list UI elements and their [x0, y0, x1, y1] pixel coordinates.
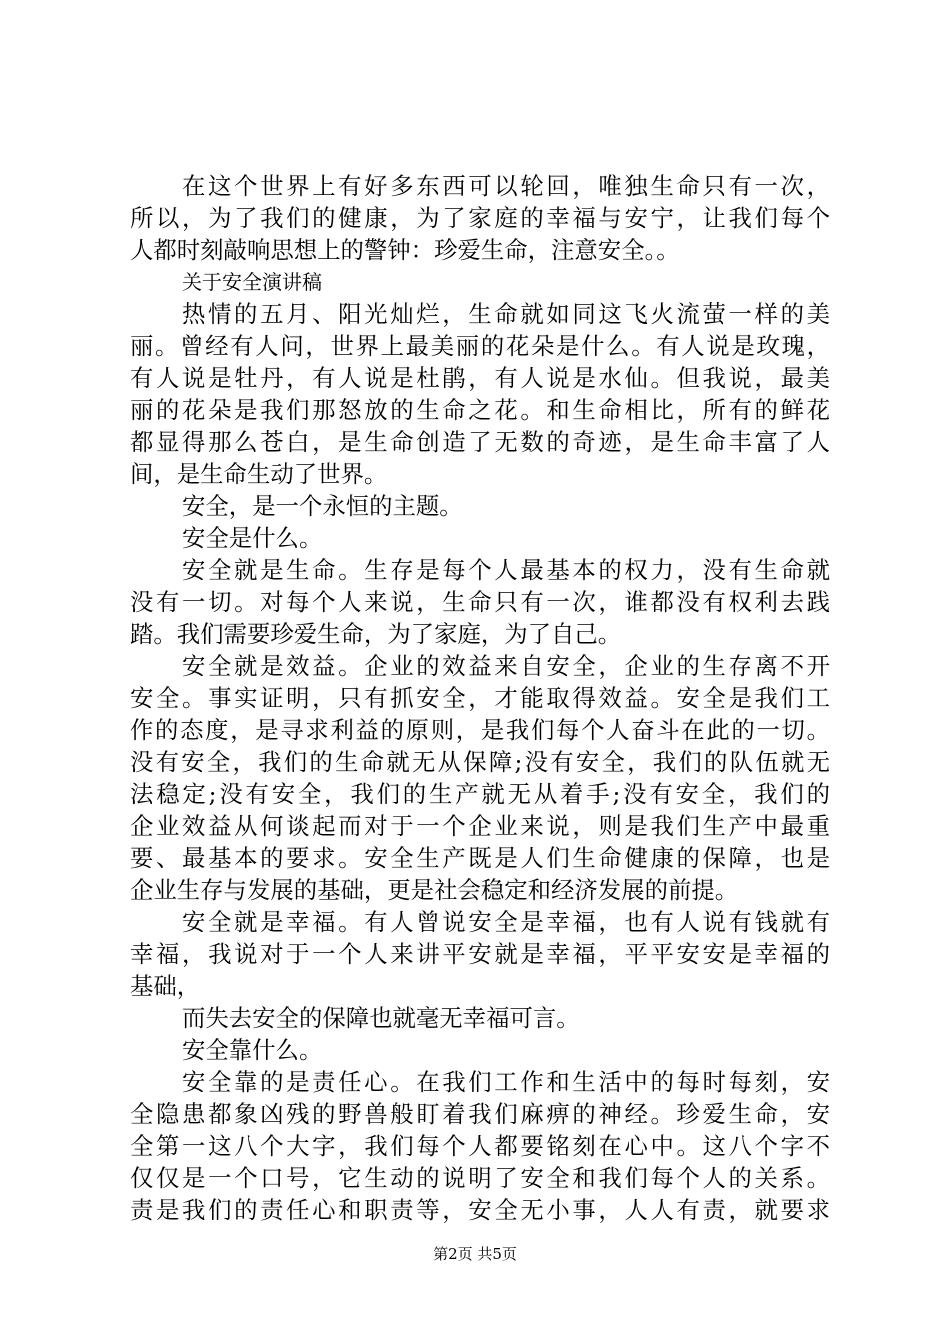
text-line: 人都时刻敲响思想上的警钟：珍爱生命，注意安全。。: [130, 236, 680, 264]
text-line: 都显得那么苍白，是生命创造了无数的奇迹，是生命丰富了人: [130, 428, 830, 456]
text-line: 在这个世界上有好多东西可以轮回，唯独生命只有一次，: [182, 172, 830, 200]
text-line: 所以，为了我们的健康，为了家庭的幸福与安宁，让我们每个: [130, 204, 830, 232]
text-line: 踏。我们需要珍爱生命，为了家庭，为了自己。: [130, 620, 622, 648]
text-line: 没有安全，我们的生命就无从保障;没有安全，我们的队伍就无: [130, 748, 830, 776]
text-line: 安全靠的是责任心。在我们工作和生活中的每时每刻，安: [182, 1068, 830, 1096]
section-heading: 关于安全演讲稿: [182, 270, 322, 294]
text-line: 安全靠什么。: [182, 1036, 323, 1064]
text-line: 安全就是效益。企业的效益来自安全，企业的生存离不开: [182, 652, 830, 680]
text-line: 安全，是一个永恒的主题。: [182, 492, 463, 520]
document-body: [130, 170, 830, 1226]
text-line: 企业效益从何谈起而对于一个企业来说，则是我们生产中最重: [130, 812, 830, 840]
text-line: 基础，: [130, 972, 201, 1000]
page-number-label: 第2页 共5页: [433, 1245, 517, 1263]
text-line: 责是我们的责任心和职责等，安全无小事，人人有责，就要求: [130, 1196, 830, 1224]
text-line: 而失去安全的保障也就毫无幸福可言。: [182, 1004, 580, 1032]
text-line: 丽的花朵是我们那怒放的生命之花。和生命相比，所有的鲜花: [130, 396, 830, 424]
text-line: 作的态度，是寻求利益的原则，是我们每个人奋斗在此的一切。: [130, 716, 830, 744]
text-line: 有人说是牡丹，有人说是杜鹃，有人说是水仙。但我说，最美: [130, 364, 830, 392]
page-footer: [0, 1244, 950, 1264]
text-line: 全第一这八个大字，我们每个人都要铭刻在心中。这八个字不: [130, 1132, 830, 1160]
text-line: 没有一切。对每个人来说，生命只有一次，谁都没有权利去践: [130, 588, 830, 616]
text-line: 法稳定;没有安全，我们的生产就无从着手;没有安全，我们的: [130, 780, 830, 808]
text-line: 幸福，我说对于一个人来讲平安就是幸福，平平安安是幸福的: [130, 940, 830, 968]
text-line: 要、最基本的要求。安全生产既是人们生命健康的保障，也是: [130, 844, 830, 872]
text-line: 安全就是生命。生存是每个人最基本的权力，没有生命就: [182, 556, 830, 584]
text-line: 间，是生命生动了世界。: [130, 460, 388, 488]
text-line: 全隐患都象凶残的野兽般盯着我们麻痹的神经。珍爱生命，安: [130, 1100, 830, 1128]
text-line: 仅仅是一个口号，它生动的说明了安全和我们每个人的关系。: [130, 1164, 830, 1192]
text-line: 安全是什么。: [182, 524, 323, 552]
text-line: 丽。曾经有人问，世界上最美丽的花朵是什么。有人说是玫瑰，: [130, 332, 830, 360]
text-line: 热情的五月、阳光灿烂，生命就如同这飞火流萤一样的美: [182, 300, 830, 328]
text-line: 安全就是幸福。有人曾说安全是幸福，也有人说有钱就有: [182, 908, 830, 936]
text-line: 企业生存与发展的基础，更是社会稳定和经济发展的前提。: [130, 876, 739, 904]
text-line: 安全。事实证明，只有抓安全，才能取得效益。安全是我们工: [130, 684, 830, 712]
